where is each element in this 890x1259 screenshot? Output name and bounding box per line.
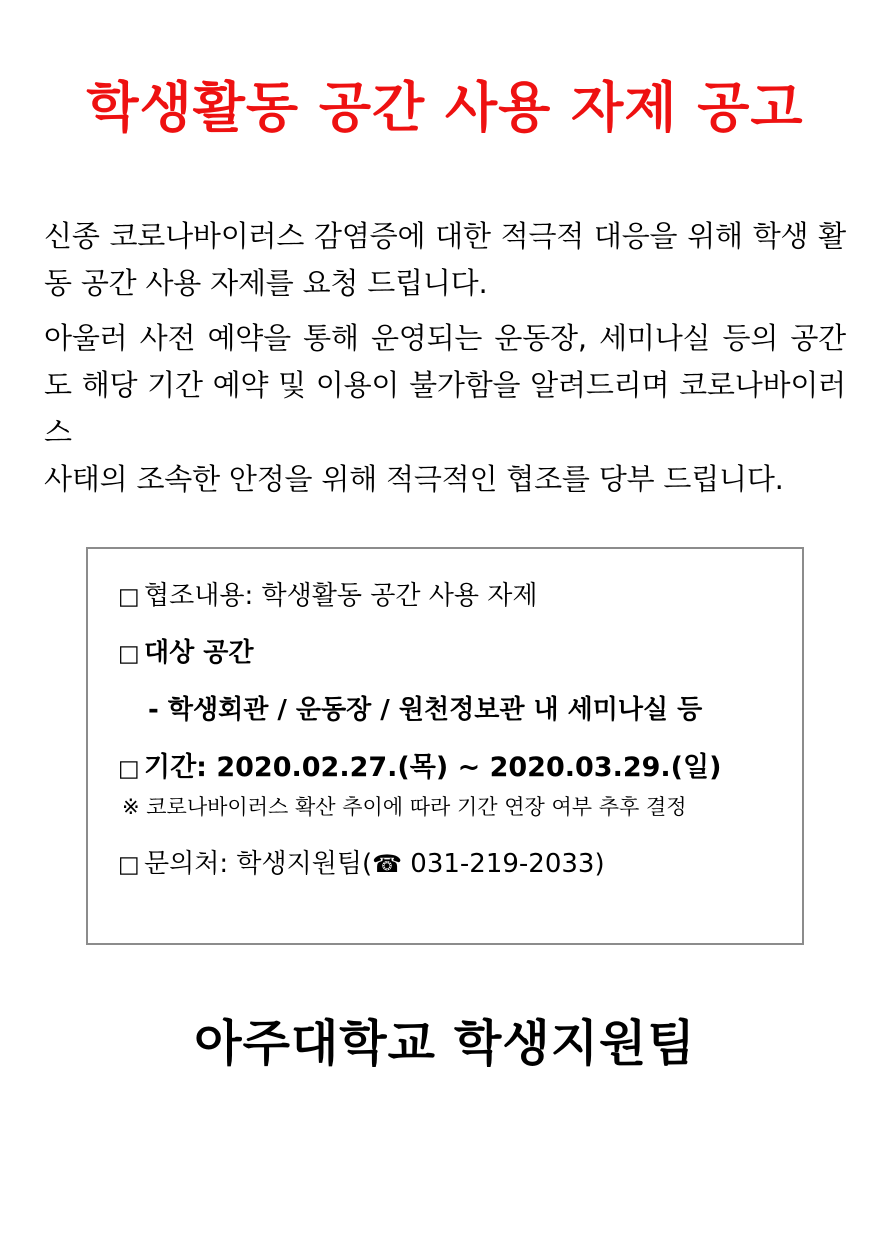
checkbox-icon: □: [118, 756, 140, 783]
paragraph-details-line2: 해당 기간 예약 및 이용이 불가함을 알려드리며 코로나바이러스: [44, 368, 846, 450]
notice-item-target-space-label: 대상 공간: [144, 638, 254, 669]
paragraph-details-line1: 아울러 사전 예약을 통해 운영되는 운동장, 세미나실 등의 공간도: [44, 321, 846, 403]
notice-item-contact-label: 문의처: 학생지원팀(: [144, 849, 373, 880]
paragraph-intro: 신종 코로나바이러스 감염증에 대한 적극적 대응을 위해 학생 활동 공간 사용 자제를 요청 드립니다.: [44, 219, 846, 301]
notice-item-contact: [118, 847, 772, 882]
page-title: 학생활동 공간 사용 자제 공고: [86, 76, 804, 139]
checkbox-icon: □: [118, 584, 140, 611]
notice-item-target-space: [118, 636, 772, 671]
notice-item-cooperation-label: 협조내용: 학생활동 공간 사용 자제: [144, 581, 538, 612]
notice-item-period-note: ※ 코로나바이러스 확산 추이에 따라 기간 연장 여부 추후 결정: [122, 794, 687, 819]
paragraph-details: [44, 315, 846, 503]
telephone-icon: ☎: [372, 850, 403, 879]
paragraph-details-line3: 사태의 조속한 안정을 위해 적극적인 협조를 당부 드립니다.: [44, 462, 784, 497]
notice-item-cooperation: [118, 579, 772, 614]
checkbox-icon: □: [118, 852, 140, 879]
notice-item-period-label: 기간: 2020.02.27.(목) ~ 2020.03.29.(일): [144, 752, 722, 784]
checkbox-icon: □: [118, 641, 140, 668]
notice-item-period: [118, 750, 772, 786]
notice-box: [86, 547, 804, 945]
footer-organization: 아주대학교 학생지원팀: [194, 1015, 696, 1073]
notice-item-target-space-detail: - 학생회관 / 운동장 / 원천정보관 내 세미나실 등: [148, 695, 703, 726]
body-text-block: [0, 137, 890, 503]
notice-item-contact-number: 031-219-2033): [402, 849, 605, 880]
